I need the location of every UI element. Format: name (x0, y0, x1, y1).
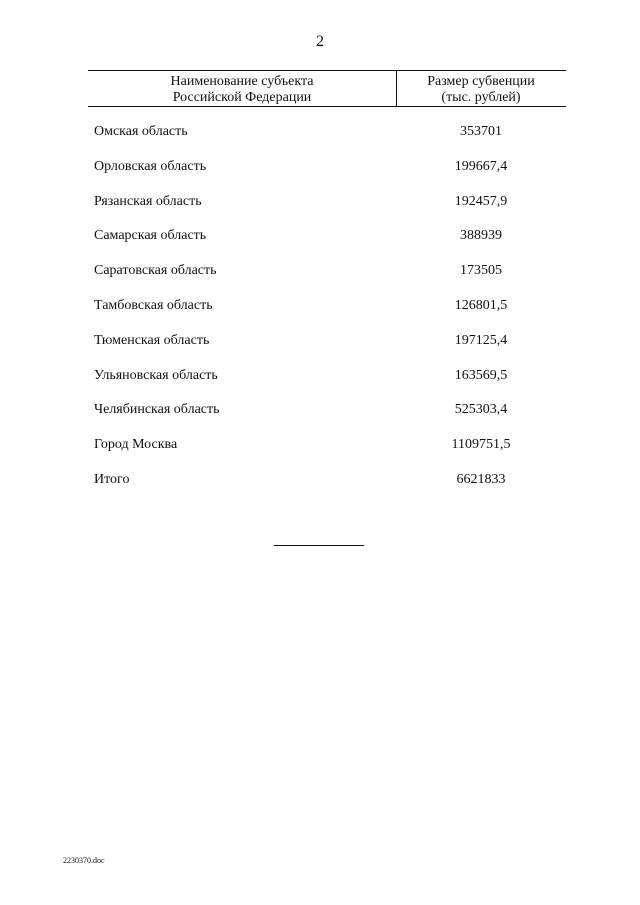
header-amount-line-1: Размер субвенции (427, 74, 535, 89)
region-name: Челябинская область (94, 402, 220, 418)
subvention-amount: 197125,4 (454, 332, 508, 348)
subvention-amount: 388939 (460, 228, 502, 244)
table-row (88, 400, 566, 435)
subvention-amount: 1109751,5 (451, 437, 511, 453)
total-label: Итого (94, 471, 130, 487)
region-name: Город Москва (94, 437, 178, 453)
table-row (88, 192, 566, 227)
subvention-amount: 353701 (460, 124, 502, 139)
subvention-amount: 525303,4 (454, 402, 508, 418)
region-name: Тюменская область (94, 332, 210, 348)
table-row (88, 366, 566, 401)
region-name: Ульяновская область (94, 367, 218, 383)
region-name: Саратовская область (94, 263, 217, 279)
subvention-amount: 192457,9 (454, 193, 508, 209)
table-row (88, 331, 566, 366)
page-number: 2 (316, 33, 324, 50)
table-header-bottom-rule (88, 106, 566, 107)
total-amount: 6621833 (456, 471, 506, 487)
header-subject-name (88, 74, 396, 106)
table-row (88, 122, 566, 157)
subvention-amount: 199667,4 (454, 158, 508, 174)
table-top-rule (88, 70, 566, 71)
region-name: Тамбовская область (94, 297, 213, 313)
region-name: Рязанская область (94, 193, 202, 209)
document-end-rule (274, 545, 364, 546)
region-name: Самарская область (94, 228, 207, 244)
table-row (88, 226, 566, 261)
header-name-line-1: Наименование субъекта (170, 74, 314, 89)
header-subvention-amount (396, 74, 566, 106)
header-name-line-2: Российской Федерации (172, 90, 312, 105)
subvention-amount: 173505 (460, 263, 502, 279)
subvention-table-body (88, 122, 566, 505)
table-row (88, 157, 566, 192)
subvention-amount: 163569,5 (454, 367, 508, 383)
table-row (88, 435, 566, 470)
header-amount-line-2: (тыс. рублей) (441, 90, 521, 105)
region-name: Омская область (94, 124, 188, 139)
table-row (88, 296, 566, 331)
table-row-total (88, 470, 566, 505)
footer-file-name: 2230370.doc (63, 856, 105, 865)
subvention-amount: 126801,5 (454, 297, 508, 313)
region-name: Орловская область (94, 158, 207, 174)
table-row (88, 261, 566, 296)
